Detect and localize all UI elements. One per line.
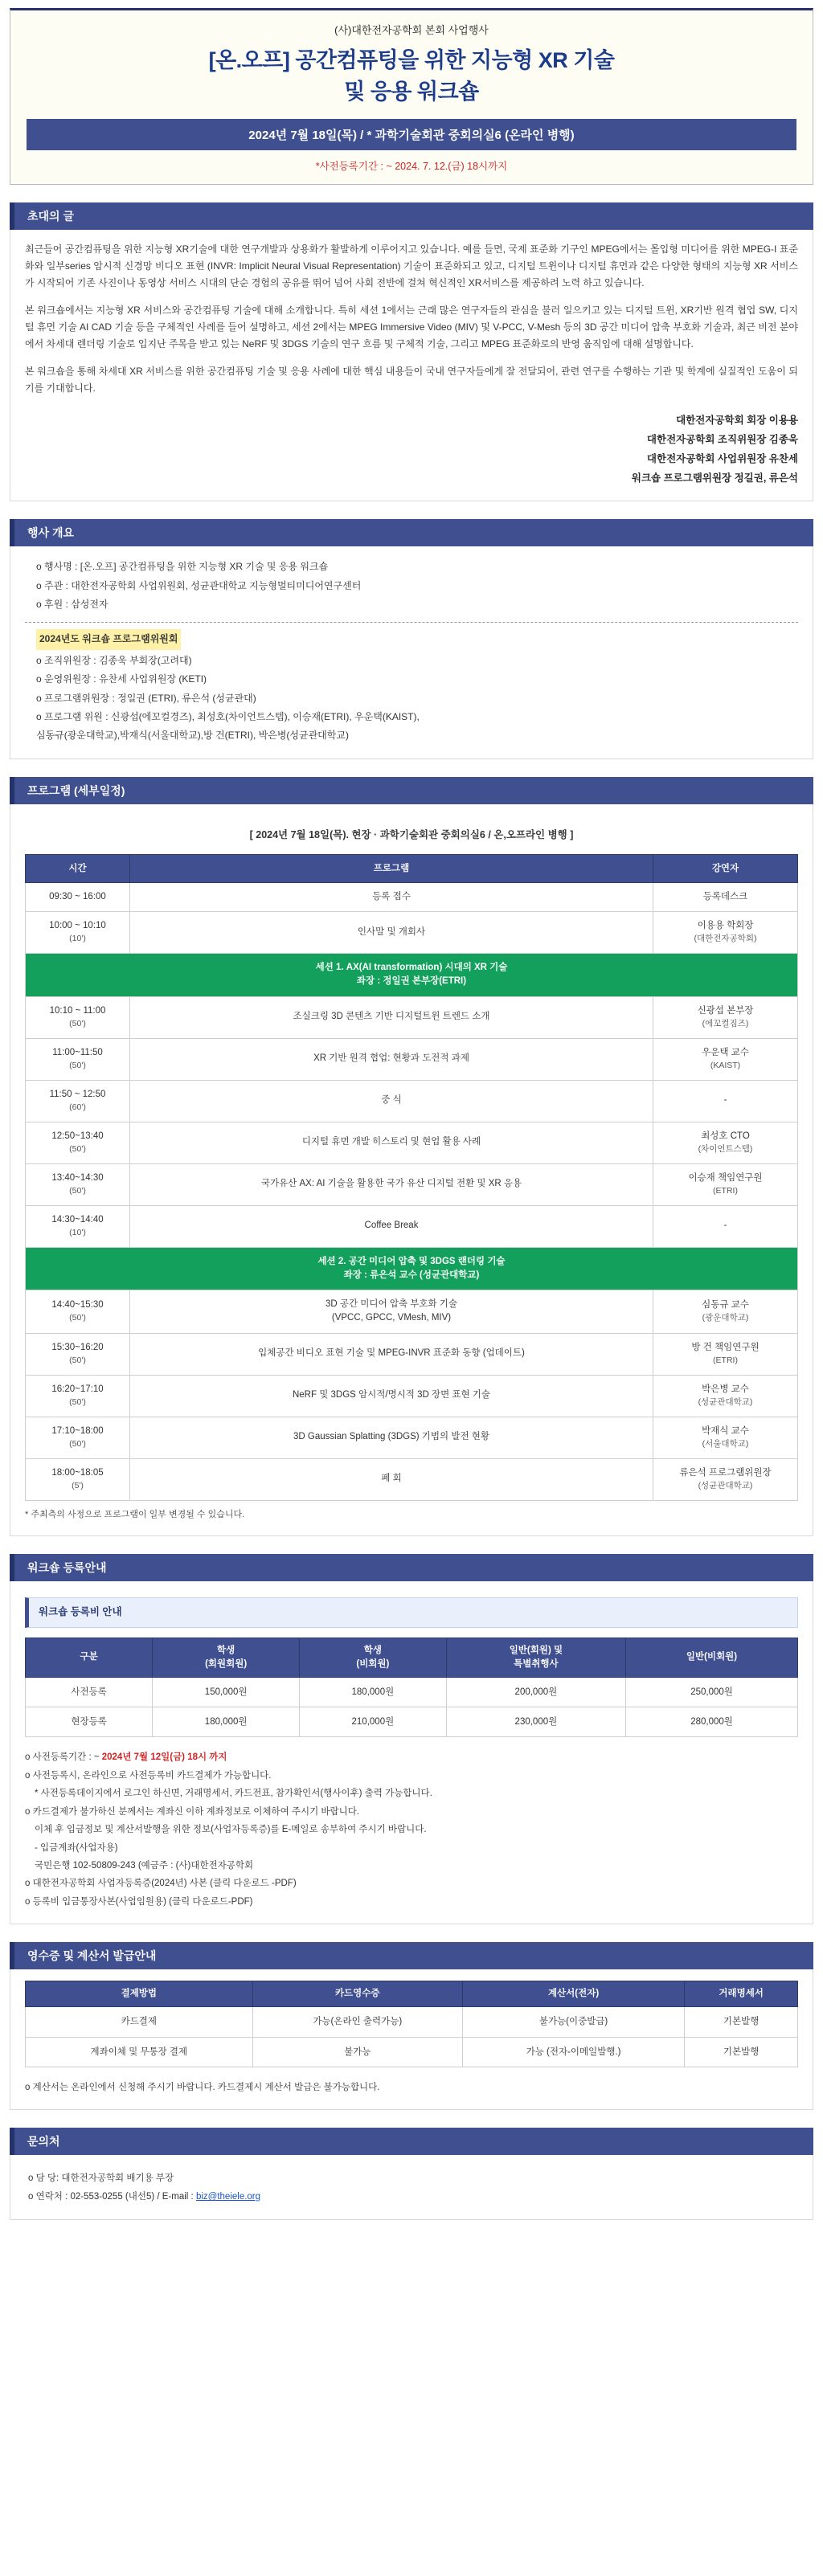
contact-lines (25, 2166, 798, 2206)
program-title-line: 3D Gaussian Splatting (3DGS) 기법의 발전 현황 (293, 1432, 489, 1442)
session-chair: 좌장 : 정일권 본부장(ETRI) (356, 976, 467, 987)
header-line2: 특별취행사 (514, 1658, 559, 1669)
table-header-row (26, 854, 798, 882)
table-row (26, 1163, 798, 1205)
cell-time (26, 1458, 130, 1500)
signature-line: 대한전자공학회 회장 이용용 (676, 415, 798, 427)
speaker-affiliation: (서울대학교) (702, 1438, 749, 1449)
program-title-line: 등록 접수 (372, 891, 411, 902)
time-duration: (50') (69, 1313, 86, 1323)
time-range: 13:40~14:30 (51, 1172, 104, 1183)
table-row (26, 1290, 798, 1334)
section-heading-invitation: 초대의 글 (10, 202, 813, 230)
cell-program-title (130, 1290, 653, 1334)
table-header-row (26, 1638, 798, 1678)
column-header-general-nonmember (626, 1638, 798, 1678)
speaker-name: 신광섭 본부장 (697, 1005, 754, 1016)
speaker-name: 등록데스크 (702, 891, 748, 902)
page-title-line2: 및 응용 워크숍 (344, 80, 479, 104)
cell-receipt-value: 불가능(이중발급) (462, 2007, 684, 2037)
cell-program-title (130, 1038, 653, 1080)
cell-fee-amount: 180,000원 (153, 1707, 300, 1737)
list-item: o 운영위원장 : 유찬세 사업위원장 (KETI) (36, 673, 207, 685)
time-range: 11:00~11:50 (52, 1047, 103, 1057)
cell-time (26, 1333, 130, 1375)
speaker-name: 방 건 책임연구원 (691, 1342, 760, 1352)
cell-program-title (130, 1080, 653, 1122)
cell-speaker (653, 1205, 798, 1247)
receipt-table (25, 1981, 798, 2067)
session-header-cell (26, 1247, 798, 1290)
column-header-invoice: 계산서(전자) (462, 1981, 684, 2007)
speaker-affiliation: (성균관대학교) (698, 1396, 753, 1407)
program-title-line: (VPCC, GPCC, VMesh, MIV) (331, 1313, 452, 1323)
pre-registration-deadline: *사전등록기간 : ~ 2024. 7. 12.(금) 18시까지 (315, 161, 508, 173)
column-header-category (26, 1638, 153, 1678)
table-row (26, 1417, 798, 1458)
cell-time (26, 1038, 130, 1080)
overview-list (25, 558, 798, 746)
cell-program-title (130, 996, 653, 1038)
page-title (18, 45, 805, 108)
cell-fee-amount: 230,000원 (446, 1707, 625, 1737)
cell-time (26, 1122, 130, 1163)
program-table (25, 854, 798, 1501)
cell-time (26, 1163, 130, 1205)
cell-program-title (130, 1205, 653, 1247)
receipt-table-body (26, 2007, 798, 2067)
session-header-cell (26, 954, 798, 997)
table-row (26, 1707, 798, 1737)
header-line1: 구분 (80, 1652, 98, 1662)
event-datetime-banner: 2024년 7월 18일(목) / * 과학기술회관 중회의실6 (온라인 병행) (27, 119, 796, 150)
cell-program-title (130, 1417, 653, 1458)
cell-fee-amount: 250,000원 (626, 1678, 798, 1707)
program-title-line: 중 식 (381, 1095, 402, 1106)
invitation-body (10, 230, 813, 501)
signature-line: 워크숍 프로그램위원장 정길권, 류은석 (631, 472, 798, 484)
registration-body (10, 1581, 813, 1924)
list-item: o 프로그램 위원 : 신광섭(에꼬컬경즈), 최성호(차이언트스텝), 이승재(ETRI), 우운택(KAIST), (36, 711, 420, 723)
session-title: 세션 1. AX(AI transformation) 시대의 XR 기술 (315, 963, 508, 973)
column-header-speaker: 강연자 (653, 854, 798, 882)
cell-fee-amount: 210,000원 (300, 1707, 447, 1737)
program-title-line: XR 기반 원격 협업: 현황과 도전적 과제 (313, 1053, 469, 1064)
program-table-body (26, 882, 798, 1500)
host-organization: (사)대한전자공학회 본회 사업행사 (334, 24, 489, 36)
cell-fee-amount: 180,000원 (300, 1678, 447, 1707)
cell-speaker (653, 1417, 798, 1458)
list-item: o 행사명 : [온.오프] 공간컴퓨팅을 위한 지능형 XR 기술 및 응용 워크숍 (36, 561, 329, 573)
table-row (26, 1205, 798, 1247)
committee-title (25, 629, 798, 651)
invitation-paragraph-2: 본 워크숍에서는 지능형 XR 서비스와 공간컴퓨팅 기술에 대해 소개합니다. 특히 세션 1에서는 근래 많은 연구자들의 관심을 불러 일으키고 있는 디지털 트윈, XR기반 원격 협업 SW, 디지털 휴먼 기술 AI CAD 기술 등을 구체적인 사례를 들어 설명하고, 세션 2에서는 MPEG Immersive Video (MIV) 및 V-PCC, V-Mesh 등의 3D 공간 미디어 압축 부호화 기술과, 최근 비전 분야에서 차세대 렌더링 기술로 입지난 주목을 받고 있는 NeRF 및 3DGS 기술의 연구 흐름 및 구체적 기술, 그리고 MPEG 표준화로의 반영 움직임에 대해 설명합니다. (25, 305, 798, 350)
overview-body (10, 546, 813, 759)
column-header-general-member (446, 1638, 625, 1678)
document-page (0, 8, 823, 2236)
speaker-affiliation: (ETRI) (713, 1355, 738, 1365)
time-range: 14:30~14:40 (51, 1214, 104, 1225)
committee-title-label: 2024년도 워크숍 프로그램위원회 (36, 629, 181, 649)
header-line1: 학생 (363, 1645, 382, 1655)
fee-table (25, 1638, 798, 1738)
table-row (26, 1375, 798, 1417)
session-header-row (26, 954, 798, 997)
contact-email-link[interactable]: biz@theiele.org (195, 2192, 261, 2202)
cell-speaker (653, 1375, 798, 1417)
session-header-row (26, 1247, 798, 1290)
header-line2: (회원회원) (205, 1658, 248, 1669)
list-item: 심동규(광운대학교),박재식(서울대학교),방 건(ETRI), 박은병(성균관대학교) (36, 730, 349, 742)
speaker-affiliation: (성균관대학교) (698, 1480, 753, 1490)
note-line: o 카드결제가 불가하신 분께서는 계좌신 이하 계좌정보로 이체하여 주시기 바랍니다. (25, 1806, 360, 1817)
column-header-card-receipt: 카드영수증 (252, 1981, 462, 2007)
receipt-body (10, 1969, 813, 2110)
contact-person: o 담 당: 대한전자공학회 배기용 부장 (28, 2173, 174, 2184)
section-heading-contact: 문의처 (10, 2128, 813, 2155)
speaker-name: - (723, 1221, 727, 1231)
speaker-name: 이승재 책임연구원 (688, 1172, 763, 1183)
time-duration: (50') (69, 1355, 86, 1365)
cell-speaker (653, 996, 798, 1038)
cell-program-title (130, 1333, 653, 1375)
cell-fee-amount: 150,000원 (153, 1678, 300, 1707)
program-title-line: 입체공간 비디오 표현 기술 및 MPEG-INVR 표준화 동향 (업데이트) (258, 1348, 525, 1359)
signature-line: 대한전자공학회 조직위원장 김종욱 (646, 434, 798, 446)
time-range: 15:30~16:20 (51, 1342, 104, 1352)
section-heading-program: 프로그램 (세부일정) (10, 777, 813, 804)
cell-receipt-value: 가능 (전자-이메일발행.) (462, 2037, 684, 2067)
time-range: 18:00~18:05 (51, 1467, 104, 1478)
session-title: 세션 2. 공간 미디어 압축 및 3DGS 랜더링 기술 (317, 1256, 506, 1266)
program-body (10, 804, 813, 1536)
note-line: o 사전등록기간 : ~ 2024년 7월 12일(금) 18시 까지 (25, 1752, 227, 1763)
table-row (26, 1333, 798, 1375)
time-duration: (10') (69, 1227, 86, 1237)
cell-speaker (653, 1163, 798, 1205)
program-title-line: Coffee Break (364, 1221, 419, 1231)
speaker-affiliation: (에꼬컬짐즈) (702, 1018, 749, 1028)
cell-receipt-value: 기본발행 (685, 2007, 798, 2037)
session-chair: 좌장 : 류은석 교수 (성균관대학교) (343, 1270, 480, 1280)
speaker-name: 우운택 교수 (702, 1047, 749, 1057)
cell-time (26, 996, 130, 1038)
column-header-student-nonmember (300, 1638, 447, 1678)
table-row (26, 1038, 798, 1080)
table-row (26, 996, 798, 1038)
note-line: - 입금계좌(사업자용) (35, 1842, 118, 1853)
table-row (26, 2037, 798, 2067)
speaker-name: 이용용 학회장 (697, 921, 754, 931)
list-item: o 후원 : 삼성전자 (36, 599, 109, 611)
column-header-transaction-statement: 거래명세서 (685, 1981, 798, 2007)
note-line: o 계산서는 온라인에서 신청해 주시기 바랍니다. 카드결제시 계산서 발급은 불가능합니다. (25, 2082, 380, 2092)
header-line1: 일반(비회원) (686, 1652, 738, 1662)
time-duration: (50') (69, 1143, 86, 1154)
column-header-time: 시간 (26, 854, 130, 882)
time-duration: (10') (69, 934, 86, 944)
time-duration: (5') (72, 1480, 84, 1490)
cell-speaker (653, 1122, 798, 1163)
cell-fee-category: 사전등록 (26, 1678, 153, 1707)
time-duration: (60') (69, 1102, 86, 1112)
header-line1: 학생 (217, 1645, 235, 1655)
cell-fee-amount: 280,000원 (626, 1707, 798, 1737)
program-title-line: 조실크링 3D 콘텐츠 기반 디지털트윈 트렌드 소개 (293, 1012, 490, 1022)
time-range: 10:10 ~ 11:00 (49, 1005, 106, 1016)
program-title-line: 국가유산 AX: AI 기술을 활용한 국가 유산 디지털 전환 및 XR 응용 (260, 1179, 522, 1189)
time-range: 14:40~15:30 (51, 1299, 104, 1310)
cell-payment-method: 계좌이체 및 무통장 결제 (26, 2037, 253, 2067)
table-row (26, 1458, 798, 1500)
time-duration: (50') (69, 1060, 86, 1070)
contact-body (10, 2155, 813, 2220)
time-range: 17:10~18:00 (51, 1425, 104, 1436)
note-line: 국민은행 102-50809-243 (예금주 : (사)대한전자공학회 (35, 1860, 254, 1871)
cell-program-title (130, 912, 653, 954)
invitation-paragraph-1: 최근들어 공간컴퓨팅을 위한 지능형 XR기술에 대한 연구개발과 상용화가 활발하게 이루어지고 있습니다. 예를 들면, 국제 표준화 기구인 MPEG에서는 몰입형 미디어를 위한 MPEG-I 표준화와 일부series 암시적 신경망 비디오 표현 (INVR: Implicit Neural Visual Representation) 기술이 표준화되고 있고, 디지털 트윈이나 디지털 휴먼과 같은 다양한 형태의 지능형 XR 서비스가 시작되어 기존 사진이나 동영상 서비스 시대의 단순 경험의 공유를 뛰어 넘어 사회 전반에 걸쳐 혁신적인 XR서비스를 제공하려 노력 하고 있습니다. (25, 243, 798, 289)
speaker-affiliation: (대한전자공학회) (694, 934, 757, 944)
cell-time (26, 1417, 130, 1458)
cell-receipt-value: 불가능 (252, 2037, 462, 2067)
event-hero (10, 8, 813, 185)
cell-program-title (130, 1122, 653, 1163)
signature-line: 대한전자공학회 사업위원장 유찬세 (646, 452, 798, 464)
cell-program-title (130, 1375, 653, 1417)
registration-notes (25, 1748, 798, 1911)
cell-receipt-value: 기본발행 (685, 2037, 798, 2067)
cell-speaker (653, 1458, 798, 1500)
list-item: o 프로그램위원장 : 정일권 (ETRI), 류은석 (성균관대) (36, 692, 256, 704)
cell-speaker (653, 882, 798, 911)
cell-time (26, 1375, 130, 1417)
table-row (26, 1080, 798, 1122)
speaker-affiliation: (광운대학교) (702, 1313, 749, 1323)
cell-fee-category: 현장등록 (26, 1707, 153, 1737)
signature-block (25, 411, 798, 488)
cell-speaker (653, 1333, 798, 1375)
note-line: o 사전등록시, 온라인으로 사전등록비 카드결제가 가능합니다. (25, 1770, 272, 1781)
cell-time (26, 912, 130, 954)
cell-program-title (130, 1163, 653, 1205)
time-range: 16:20~17:10 (51, 1384, 104, 1394)
contact-phone-email: o 연락처 : 02-553-0255 (내선5) / E-mail : biz@theiele.org (28, 2192, 261, 2202)
program-title-line: 디지털 휴먼 개발 히스토리 및 현업 활용 사례 (301, 1137, 481, 1147)
note-line[interactable]: o 등록비 입금통장사본(사업임원용) (클릭 다운로드-PDF) (25, 1896, 253, 1907)
time-duration: (50') (69, 1185, 86, 1196)
program-note: * 주최측의 사정으로 프로그램이 일부 변경될 수 있습니다. (25, 1509, 245, 1519)
column-header-payment-method: 결제방법 (26, 1981, 253, 2007)
list-item: o 조직위원장 : 김종욱 부회장(고려대) (36, 654, 192, 666)
note-line[interactable]: o 대한전자공학회 사업자등록증(2024년) 사본 (클릭 다운로드 -PDF) (25, 1879, 297, 1889)
time-range: 11:50 ~ 12:50 (49, 1089, 106, 1099)
cell-time (26, 1080, 130, 1122)
table-row (26, 1678, 798, 1707)
speaker-name: 박은병 교수 (702, 1384, 749, 1394)
list-item: o 주관 : 대한전자공학회 사업위원회, 성균관대학교 지능형멀티미디어연구센터 (36, 579, 362, 591)
table-row (26, 1122, 798, 1163)
cell-speaker (653, 1080, 798, 1122)
time-duration: (50') (69, 1438, 86, 1449)
cell-fee-amount: 200,000원 (446, 1678, 625, 1707)
speaker-affiliation: (KAIST) (710, 1060, 741, 1070)
speaker-name: 심동규 교수 (702, 1299, 749, 1310)
program-title-line: 폐 회 (381, 1474, 402, 1484)
speaker-name: 류은석 프로그램위원장 (679, 1467, 772, 1478)
cell-speaker (653, 1290, 798, 1334)
time-duration: (50') (69, 1018, 86, 1028)
cell-time (26, 882, 130, 911)
cell-payment-method: 카드결제 (26, 2007, 253, 2037)
column-header-program: 프로그램 (130, 854, 653, 882)
program-title-line: NeRF 및 3DGS 암시적/명시적 3D 장면 표현 기술 (292, 1390, 491, 1400)
page-title-line1: [온.오프] 공간컴퓨팅을 위한 지능형 XR 기술 (208, 48, 615, 72)
table-row (26, 882, 798, 911)
cell-program-title (130, 882, 653, 911)
time-range: 10:00 ~ 10:10 (49, 921, 106, 931)
fee-box-title: 워크숍 등록비 안내 (25, 1597, 798, 1628)
time-duration: (50') (69, 1396, 86, 1407)
program-title-line: 3D 공간 미디어 압축 부호화 기술 (326, 1299, 457, 1310)
cell-time (26, 1205, 130, 1247)
header-line2: (비회원) (356, 1658, 390, 1669)
program-date-line: [ 2024년 7월 18일(목). 현장 · 과학기술회관 중회의실6 / 온,오프라인 병행 ] (249, 828, 574, 840)
table-header-row (26, 1981, 798, 2007)
section-heading-registration: 워크숍 등록안내 (10, 1554, 813, 1581)
table-row (26, 912, 798, 954)
header-line1: 일반(회원) 및 (509, 1645, 563, 1655)
divider (25, 622, 798, 623)
cell-receipt-value: 가능(온라인 출력가능) (252, 2007, 462, 2037)
section-heading-receipt: 영수증 및 계산서 발급안내 (10, 1942, 813, 1969)
speaker-name: - (723, 1095, 727, 1106)
speaker-affiliation: (ETRI) (713, 1185, 738, 1196)
time-range: 09:30 ~ 16:00 (49, 891, 106, 902)
cell-speaker (653, 912, 798, 954)
speaker-name: 박재식 교수 (702, 1425, 749, 1436)
deadline-highlight: 2024년 7월 12일(금) 18시 까지 (101, 1752, 227, 1763)
section-heading-overview: 행사 개요 (10, 519, 813, 546)
speaker-name: 최성호 CTO (701, 1131, 750, 1141)
cell-speaker (653, 1038, 798, 1080)
program-title-line: 인사말 및 개회사 (357, 926, 426, 937)
cell-time (26, 1290, 130, 1334)
speaker-affiliation: (차이언트스텝) (698, 1143, 753, 1154)
receipt-note (25, 2079, 798, 2096)
invitation-paragraph-3: 본 워크숍을 통해 차세대 XR 서비스를 위한 공간컴퓨팅 기술 및 응용 사례에 대한 핵심 내용들이 국내 연구자들에게 잘 전달되어, 관련 연구를 수행하는 기관 및 학계에 실질적인 도움이 되기를 기대합니다. (25, 366, 798, 395)
table-row (26, 2007, 798, 2037)
note-line: * 사전등록데이지에서 로그인 하신면, 거래명세서, 카드전표, 참가확인서(행사이후) 출력 가능합니다. (35, 1789, 432, 1799)
cell-program-title (130, 1458, 653, 1500)
note-line: 이체 후 입금정보 및 계산서발행을 위한 정보(사업자등록증)를 E-메일로 송부하여 주시기 바랍니다. (35, 1825, 427, 1835)
time-range: 12:50~13:40 (51, 1131, 104, 1141)
column-header-student-member (153, 1638, 300, 1678)
fee-table-body (26, 1678, 798, 1737)
